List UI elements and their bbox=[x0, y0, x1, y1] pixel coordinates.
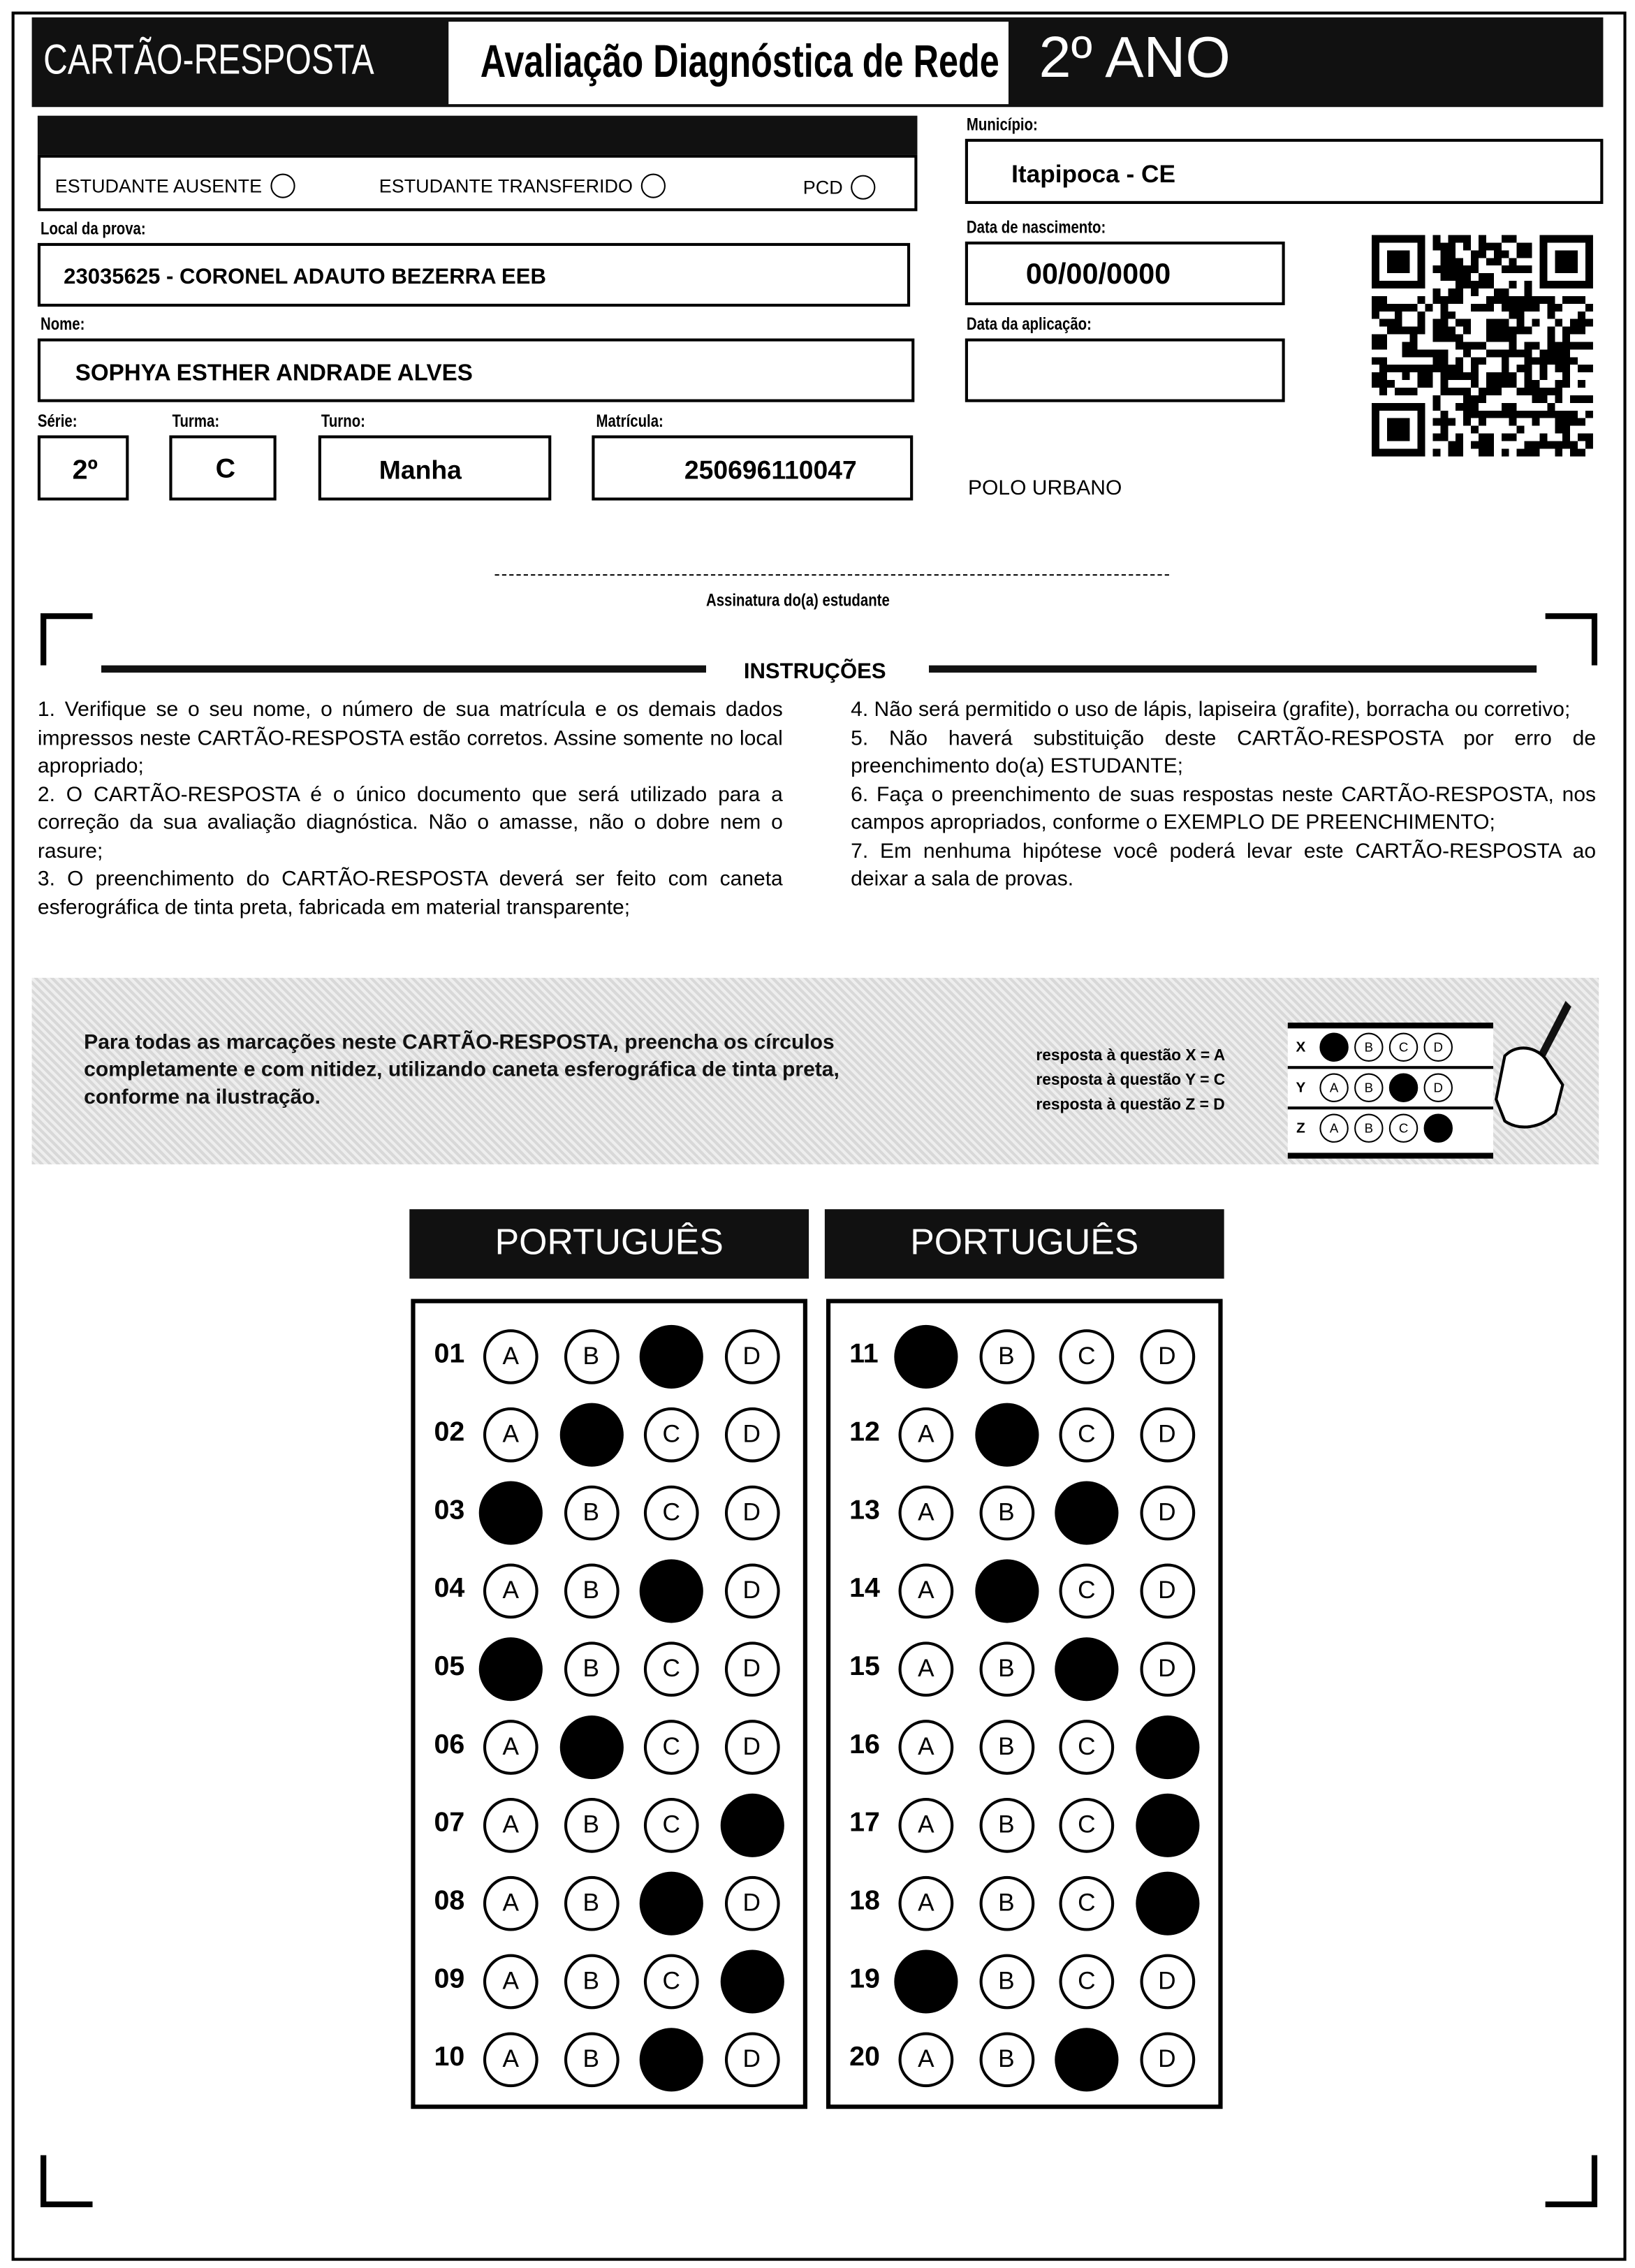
answer-bubble-filled[interactable] bbox=[720, 1794, 784, 1857]
answer-bubble-filled[interactable] bbox=[1055, 2028, 1118, 2091]
answer-bubble[interactable]: D bbox=[1139, 1641, 1194, 1697]
answer-bubble-filled[interactable] bbox=[720, 1949, 784, 2013]
answer-bubble[interactable]: C bbox=[1059, 1720, 1114, 1775]
question-number: 03 bbox=[434, 1495, 465, 1526]
example-row-label: X bbox=[1296, 1039, 1306, 1055]
example-label: resposta à questão Z = D bbox=[1036, 1096, 1225, 1114]
answer-bubble[interactable]: A bbox=[483, 2032, 538, 2087]
serie-label: Série: bbox=[37, 411, 78, 432]
question-number: 18 bbox=[849, 1886, 880, 1917]
answer-bubble[interactable]: C bbox=[644, 1407, 699, 1463]
municipio-value: Itapipoca - CE bbox=[1011, 160, 1175, 189]
question-number: 17 bbox=[849, 1808, 880, 1838]
serie-value: 2º bbox=[72, 455, 98, 486]
example-bubble: C bbox=[1389, 1033, 1418, 1062]
municipio-label: Município: bbox=[966, 114, 1038, 135]
instructions-left bbox=[38, 697, 783, 923]
instruction-item: 4. Não será permitido o uso de lápis, lapiseira (grafite), borracha ou corretivo; bbox=[851, 698, 1571, 722]
status-pcd[interactable] bbox=[803, 175, 877, 200]
answer-bubble[interactable]: C bbox=[1059, 1954, 1114, 2010]
banner-text: Para todas as marcações neste CARTÃO-RESPOSTA, preencha os círculos completamente e com nitidez, utilizando caneta esferográfica de tinta preta, conforme na ilustração. bbox=[84, 1031, 840, 1110]
answer-bubble-filled[interactable] bbox=[1135, 1872, 1198, 1936]
answer-bubble[interactable]: D bbox=[724, 1876, 779, 1931]
answer-bubble[interactable]: A bbox=[899, 1641, 954, 1697]
question-number: 10 bbox=[434, 2042, 465, 2073]
answer-bubble-filled[interactable] bbox=[479, 1637, 543, 1701]
example-grid bbox=[1288, 1023, 1493, 1159]
answer-bubble-filled[interactable] bbox=[640, 2028, 703, 2091]
answer-bubble[interactable]: A bbox=[899, 1798, 954, 1853]
answer-bubble-filled[interactable] bbox=[1135, 1715, 1198, 1779]
question-number: 14 bbox=[849, 1574, 880, 1604]
question-number: 05 bbox=[434, 1651, 465, 1683]
example-row-label: Z bbox=[1296, 1120, 1305, 1136]
qr-code bbox=[1372, 234, 1593, 457]
answer-bubble[interactable]: C bbox=[1059, 1564, 1114, 1619]
matricula-field bbox=[592, 435, 913, 500]
section-header: PORTUGUÊS bbox=[409, 1209, 809, 1278]
instructions-right bbox=[851, 697, 1596, 895]
question-number: 13 bbox=[849, 1495, 880, 1526]
answer-bubble-filled[interactable] bbox=[1055, 1637, 1118, 1701]
answer-bubble[interactable]: B bbox=[564, 1954, 619, 2010]
local-label: Local da prova: bbox=[41, 218, 146, 239]
answer-bubble[interactable]: B bbox=[979, 1954, 1034, 2010]
turma-value: C bbox=[215, 454, 236, 485]
signature-label: Assinatura do(a) estudante bbox=[705, 590, 890, 610]
radio-pcd[interactable] bbox=[851, 175, 876, 200]
answer-bubble[interactable]: D bbox=[724, 1564, 779, 1619]
answer-grid bbox=[826, 1299, 1223, 2109]
example-bubble-filled bbox=[1319, 1033, 1348, 1062]
answer-bubble[interactable]: C bbox=[644, 1954, 699, 2010]
turno-field bbox=[318, 435, 552, 500]
example-row bbox=[1288, 1028, 1493, 1069]
status-absent[interactable] bbox=[55, 173, 295, 198]
answer-bubble[interactable]: B bbox=[979, 1876, 1034, 1931]
grade-title: 2º ANO bbox=[1039, 26, 1231, 90]
answer-bubble[interactable]: B bbox=[564, 1486, 619, 1541]
answer-bubble[interactable]: A bbox=[899, 1876, 954, 1931]
answer-bubble[interactable]: D bbox=[1139, 1329, 1194, 1384]
nome-value: SOPHYA ESTHER ANDRADE ALVES bbox=[75, 361, 473, 386]
nascimento-field bbox=[965, 242, 1285, 305]
answer-bubble[interactable]: D bbox=[1139, 2032, 1194, 2087]
example-bubble-filled bbox=[1424, 1114, 1453, 1143]
radio-absent[interactable] bbox=[270, 173, 295, 198]
example-bubble: C bbox=[1389, 1114, 1418, 1143]
answer-bubble[interactable]: A bbox=[483, 1329, 538, 1384]
matricula-value: 250696110047 bbox=[684, 455, 857, 485]
answer-bubble[interactable]: C bbox=[644, 1641, 699, 1697]
turno-value: Manha bbox=[379, 455, 462, 485]
example-label: resposta à questão X = A bbox=[1036, 1047, 1226, 1065]
example-bubble: A bbox=[1319, 1074, 1348, 1102]
local-value: 23035625 - CORONEL ADAUTO BEZERRA EEB bbox=[64, 264, 546, 290]
answer-bubble-filled[interactable] bbox=[974, 1403, 1038, 1467]
status-pcd-label: PCD bbox=[802, 176, 843, 198]
answer-grid bbox=[411, 1299, 807, 2109]
answer-bubble-filled[interactable] bbox=[894, 1949, 958, 2013]
example-bubble: D bbox=[1424, 1074, 1453, 1102]
answer-bubble[interactable]: D bbox=[724, 1407, 779, 1463]
answer-bubble-filled[interactable] bbox=[640, 1559, 703, 1623]
answer-bubble-filled[interactable] bbox=[1135, 1794, 1198, 1857]
question-number: 09 bbox=[434, 1964, 465, 1995]
divider bbox=[101, 666, 706, 673]
answer-bubble[interactable]: A bbox=[899, 1486, 954, 1541]
answer-bubble[interactable]: D bbox=[724, 2032, 779, 2087]
nascimento-label: Data de nascimento: bbox=[966, 217, 1106, 237]
question-number: 16 bbox=[849, 1729, 880, 1761]
answer-bubble[interactable]: C bbox=[1059, 1876, 1114, 1931]
answer-bubble[interactable]: A bbox=[899, 1564, 954, 1619]
answer-bubble[interactable]: D bbox=[1139, 1564, 1194, 1619]
answer-bubble[interactable]: A bbox=[483, 1564, 538, 1619]
example-bubble: B bbox=[1354, 1033, 1383, 1062]
local-field bbox=[38, 243, 910, 307]
header-title: CARTÃO-RESPOSTA bbox=[43, 37, 374, 85]
turno-label: Turno: bbox=[321, 411, 365, 432]
turma-field bbox=[169, 435, 276, 500]
answer-bubble[interactable]: A bbox=[483, 1954, 538, 2010]
nascimento-value: 00/00/0000 bbox=[1025, 258, 1171, 291]
status-transferred[interactable] bbox=[379, 173, 666, 198]
answer-bubble[interactable]: A bbox=[483, 1798, 538, 1853]
answer-bubble-filled[interactable] bbox=[640, 1872, 703, 1936]
answer-bubble[interactable]: C bbox=[644, 1486, 699, 1541]
answer-bubble[interactable]: C bbox=[1059, 1798, 1114, 1853]
answer-bubble[interactable]: B bbox=[564, 1798, 619, 1853]
answer-bubble[interactable]: B bbox=[564, 1876, 619, 1931]
example-row-label: Y bbox=[1296, 1079, 1306, 1096]
answer-bubble-filled[interactable] bbox=[640, 1325, 703, 1389]
answer-bubble[interactable]: C bbox=[1059, 1329, 1114, 1384]
radio-transferred[interactable] bbox=[641, 173, 666, 198]
question-number: 15 bbox=[849, 1651, 880, 1683]
aplicacao-field[interactable] bbox=[965, 339, 1285, 402]
instructions-title: INSTRUÇÕES bbox=[743, 659, 886, 685]
example-bubble: A bbox=[1319, 1114, 1348, 1143]
status-box bbox=[38, 155, 918, 212]
matricula-label: Matrícula: bbox=[596, 411, 663, 432]
answer-bubble[interactable]: B bbox=[564, 1329, 619, 1384]
question-number: 11 bbox=[849, 1339, 879, 1370]
answer-bubble[interactable]: A bbox=[899, 1720, 954, 1775]
question-number: 02 bbox=[434, 1417, 465, 1448]
corner-mark-bottom-right bbox=[1546, 2155, 1598, 2207]
answer-bubble[interactable]: B bbox=[979, 1641, 1034, 1697]
answer-bubble[interactable]: D bbox=[724, 1329, 779, 1384]
answer-bubble[interactable]: D bbox=[724, 1486, 779, 1541]
question-number: 01 bbox=[434, 1339, 465, 1370]
nome-field bbox=[38, 339, 914, 402]
answer-bubble-filled[interactable] bbox=[559, 1715, 623, 1779]
answer-bubble[interactable]: D bbox=[1139, 1407, 1194, 1463]
question-number: 12 bbox=[849, 1417, 880, 1448]
instruction-item: 7. Em nenhuma hipótese você poderá levar este CARTÃO-RESPOSTA ao deixar a sala de provas. bbox=[851, 840, 1597, 891]
answer-bubble[interactable]: D bbox=[1139, 1954, 1194, 2010]
answer-bubble[interactable]: A bbox=[899, 2032, 954, 2087]
status-absent-label: ESTUDANTE AUSENTE bbox=[54, 175, 263, 197]
example-labels bbox=[1036, 1044, 1225, 1118]
answer-bubble-filled[interactable] bbox=[894, 1325, 958, 1389]
example-bubble: D bbox=[1424, 1033, 1453, 1062]
corner-mark-top-right bbox=[1546, 613, 1598, 666]
answer-bubble[interactable]: C bbox=[644, 1798, 699, 1853]
nome-label: Nome: bbox=[41, 314, 85, 335]
answer-bubble[interactable]: C bbox=[1059, 1407, 1114, 1463]
answer-bubble[interactable]: B bbox=[979, 2032, 1034, 2087]
question-number: 06 bbox=[434, 1729, 465, 1761]
example-row bbox=[1288, 1069, 1493, 1109]
answer-bubble-filled[interactable] bbox=[479, 1481, 543, 1544]
example-bubble: B bbox=[1354, 1114, 1383, 1143]
answer-bubble[interactable]: A bbox=[483, 1720, 538, 1775]
answer-bubble[interactable]: B bbox=[564, 2032, 619, 2087]
instruction-item: 3. O preenchimento do CARTÃO-RESPOSTA deverá ser feito com caneta esferográfica de tinta preta, fabricada em material transparente; bbox=[37, 868, 783, 919]
instruction-item: 6. Faça o preenchimento de suas respostas neste CARTÃO-RESPOSTA, nos campos apropriados, conforme o EXEMPLO DE PREENCHIMENTO; bbox=[851, 783, 1597, 835]
answer-bubble[interactable]: B bbox=[979, 1486, 1034, 1541]
corner-mark-top-left bbox=[41, 613, 93, 666]
question-number: 07 bbox=[434, 1808, 465, 1838]
question-number: 19 bbox=[849, 1964, 880, 1995]
section-header: PORTUGUÊS bbox=[825, 1209, 1224, 1278]
answer-bubble[interactable]: A bbox=[483, 1407, 538, 1463]
example-bubble: B bbox=[1354, 1074, 1383, 1102]
divider bbox=[929, 666, 1537, 673]
polo-label: POLO URBANO bbox=[967, 477, 1122, 501]
applicator-bar bbox=[38, 116, 918, 155]
hand-pen-icon bbox=[1476, 998, 1577, 1136]
answer-bubble-filled[interactable] bbox=[559, 1403, 623, 1467]
instruction-item: 1. Verifique se o seu nome, o número de sua matrícula e os demais dados impressos neste CARTÃO-RESPOSTA estão corretos. Assine somente no local apropriado; bbox=[37, 698, 783, 779]
answer-bubble[interactable]: D bbox=[724, 1720, 779, 1775]
question-number: 04 bbox=[434, 1574, 465, 1604]
example-label: resposta à questão Y = C bbox=[1036, 1071, 1226, 1090]
answer-bubble[interactable]: C bbox=[644, 1720, 699, 1775]
answer-bubble[interactable]: B bbox=[564, 1564, 619, 1619]
answer-bubble[interactable]: B bbox=[979, 1329, 1034, 1384]
corner-mark-bottom-left bbox=[41, 2155, 93, 2207]
answer-bubble[interactable]: B bbox=[979, 1720, 1034, 1775]
instruction-item: 2. O CARTÃO-RESPOSTA é o único documento que será utilizado para a correção da sua avaliação diagnóstica. Não o amasse, não o dobre nem o rasure; bbox=[37, 783, 783, 863]
turma-label: Turma: bbox=[172, 411, 220, 432]
answer-bubble-filled[interactable] bbox=[1055, 1481, 1118, 1544]
municipio-field bbox=[965, 139, 1604, 204]
answer-bubble[interactable]: D bbox=[1139, 1486, 1194, 1541]
signature-line[interactable] bbox=[495, 574, 1169, 576]
answer-bubble[interactable]: A bbox=[899, 1407, 954, 1463]
answer-bubble[interactable]: D bbox=[724, 1641, 779, 1697]
question-number: 20 bbox=[849, 2042, 880, 2073]
answer-bubble[interactable]: B bbox=[564, 1641, 619, 1697]
status-transferred-label: ESTUDANTE TRANSFERIDO bbox=[379, 175, 633, 197]
question-number: 08 bbox=[434, 1886, 465, 1917]
serie-field bbox=[38, 435, 129, 500]
example-bubble-filled bbox=[1389, 1074, 1418, 1102]
aplicacao-label: Data da aplicação: bbox=[966, 314, 1092, 335]
answer-bubble[interactable]: B bbox=[979, 1798, 1034, 1853]
answer-bubble[interactable]: A bbox=[483, 1876, 538, 1931]
example-row bbox=[1288, 1109, 1493, 1147]
exam-title: Avaliação Diagnóstica de Rede bbox=[480, 34, 999, 87]
answer-bubble-filled[interactable] bbox=[974, 1559, 1038, 1623]
instruction-item: 5. Não haverá substituição deste CARTÃO-RESPOSTA por erro de preenchimento do(a) ESTUDANTE; bbox=[851, 726, 1597, 779]
